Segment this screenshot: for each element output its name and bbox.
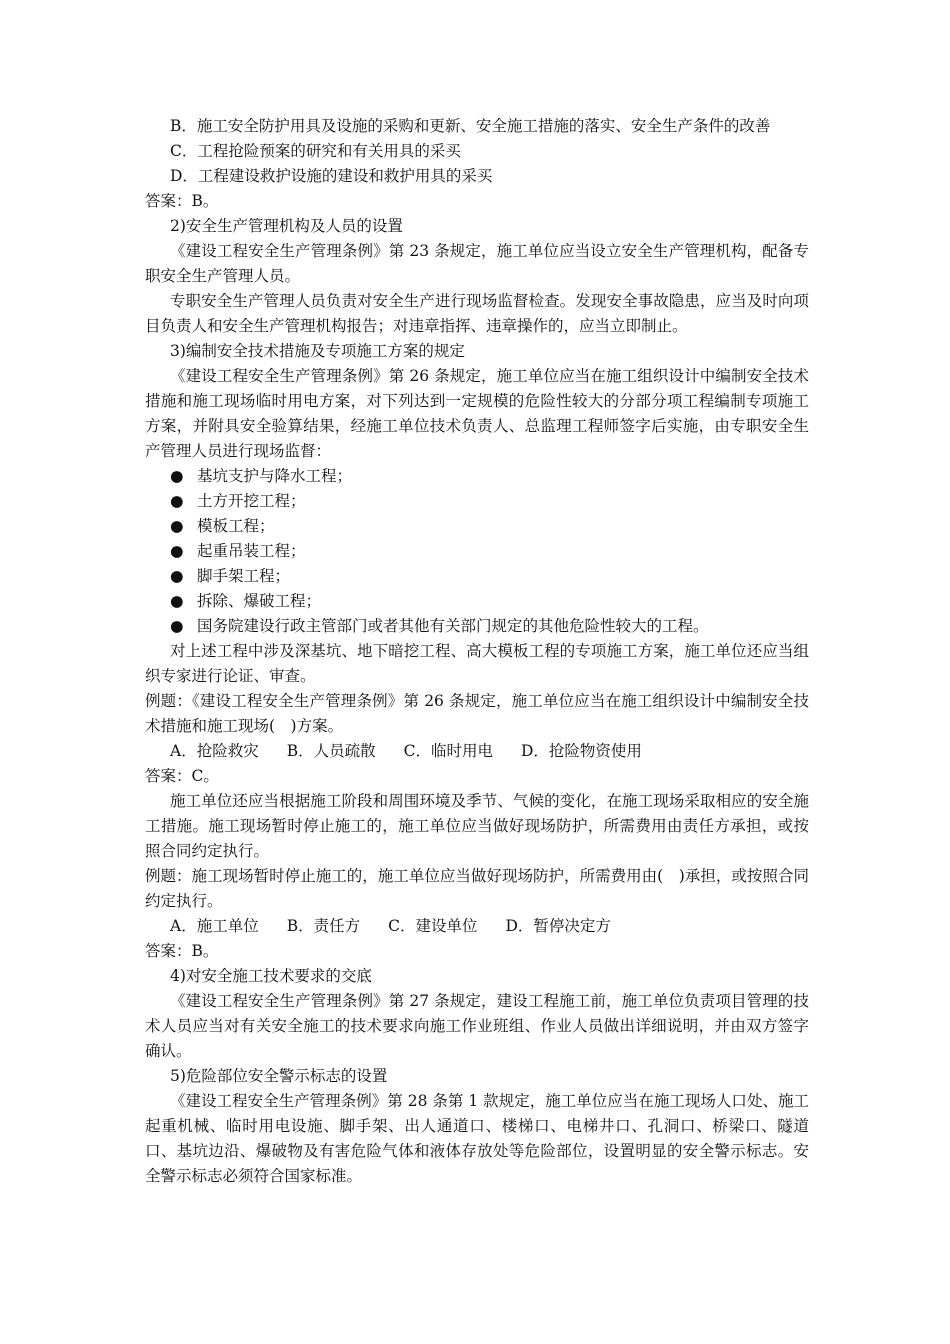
bullet-item	[145, 489, 809, 514]
section-2-para-1: 《建设工程安全生产管理条例》第 23 条规定，施工单位应当设立安全生产管理机构，配备专职安全生产管理人员。	[145, 242, 809, 285]
document-page	[145, 114, 809, 1189]
bullet-icon: ●	[170, 542, 184, 560]
example-question-1: 例题：《建设工程安全生产管理条例》第 26 条规定，施工单位应当在施工组织设计中编制安全技术措施和施工现场( )方案。	[145, 692, 809, 735]
example-2-options	[145, 914, 809, 939]
bullet-icon: ●	[170, 567, 184, 585]
bullet-text: 模板工程；	[197, 517, 275, 535]
option-a: A．抢险救灾	[170, 742, 259, 760]
section-3-para-1: 《建设工程安全生产管理条例》第 26 条规定，施工单位应当在施工组织设计中编制安全技术措施和施工现场临时用电方案，对下列达到一定规模的危险性较大的分部分项工程编制专项施工方案，并附具安全验算结果，经施工单位技术负责人、总监理工程师签字后实施，由专职安全生产管理人员进行现场监督：	[145, 367, 809, 460]
bullet-item	[145, 564, 809, 589]
bullet-icon: ●	[170, 467, 184, 485]
option-d: D．抢险物资使用	[520, 742, 642, 760]
example-1-options	[145, 739, 809, 764]
section-3-para-3: 施工单位还应当根据施工阶段和周围环境及季节、气候的变化，在施工现场采取相应的安全施工措施。施工现场暂时停止施工的，施工单位应当做好现场防护，所需费用由责任方承担，或按照合同约定执行。	[145, 792, 809, 860]
bullet-item	[145, 614, 809, 639]
option-a: A．施工单位	[170, 917, 259, 935]
section-5-para-1: 《建设工程安全生产管理条例》第 28 条第 1 款规定，施工单位应当在施工现场人口处、施工起重机械、临时用电设施、脚手架、出人通道口、楼梯口、电梯井口、孔洞口、桥梁口、隧道口、基坑边沿、爆破物及有害危险气体和液体存放处等危险部位，设置明显的安全警示标志。安全警示标志必须符合国家标准。	[145, 1092, 809, 1185]
bullet-icon: ●	[170, 492, 184, 510]
option-b: B．人员疏散	[286, 742, 376, 760]
bullet-text: 拆除、爆破工程；	[197, 592, 322, 610]
q1-answer: 答案：B。	[145, 192, 219, 210]
bullet-item	[145, 589, 809, 614]
option-c: C．临时用电	[403, 742, 493, 760]
section-5-heading: 5)危险部位安全警示标志的设置	[170, 1067, 388, 1085]
section-4-para-1: 《建设工程安全生产管理条例》第 27 条规定，建设工程施工前，施工单位负责项目管理的技术人员应当对有关安全施工的技术要求向施工作业班组、作业人员做出详细说明，并由双方签字确认。	[145, 992, 809, 1060]
bullet-text: 土方开挖工程；	[197, 492, 306, 510]
section-3-heading: 3)编制安全技术措施及专项施工方案的规定	[170, 342, 465, 360]
option-b: B．责任方	[286, 917, 361, 935]
section-4-heading: 4)对安全施工技术要求的交底	[170, 967, 372, 985]
q1-option-c: C．工程抢险预案的研究和有关用具的采买	[170, 142, 461, 160]
option-c: C．建设单位	[388, 917, 478, 935]
section-2-para-2: 专职安全生产管理人员负责对安全生产进行现场监督检查。发现安全事故隐患，应当及时向项目负责人和安全生产管理机构报告；对违章指挥、违章操作的，应当立即制止。	[145, 292, 809, 335]
bullet-item	[145, 514, 809, 539]
bullet-item	[145, 464, 809, 489]
bullet-text: 脚手架工程；	[197, 567, 291, 585]
option-d: D．暂停决定方	[505, 917, 611, 935]
q1-option-d: D．工程建设救护设施的建设和救护用具的采买	[170, 167, 493, 185]
bullet-icon: ●	[170, 617, 184, 635]
example-2-answer: 答案：B。	[145, 942, 219, 960]
bullet-icon: ●	[170, 592, 184, 610]
bullet-icon: ●	[170, 517, 184, 535]
section-2-heading: 2)安全生产管理机构及人员的设置	[170, 217, 403, 235]
section-3-para-2: 对上述工程中涉及深基坑、地下暗挖工程、高大模板工程的专项施工方案，施工单位还应当组织专家进行论证、审查。	[145, 642, 809, 685]
q1-option-b: B．施工安全防护用具及设施的采购和更新、安全施工措施的落实、安全生产条件的改善	[170, 117, 771, 135]
bullet-item	[145, 539, 809, 564]
example-1-answer: 答案：C。	[145, 767, 219, 785]
bullet-text: 起重吊装工程；	[197, 542, 306, 560]
bullet-text: 国务院建设行政主管部门或者其他有关部门规定的其他危险性较大的工程。	[197, 617, 709, 635]
example-question-2: 例题：施工现场暂时停止施工的，施工单位应当做好现场防护，所需费用由( )承担，或按照合同约定执行。	[145, 867, 809, 910]
bullet-text: 基坑支护与降水工程；	[197, 467, 353, 485]
